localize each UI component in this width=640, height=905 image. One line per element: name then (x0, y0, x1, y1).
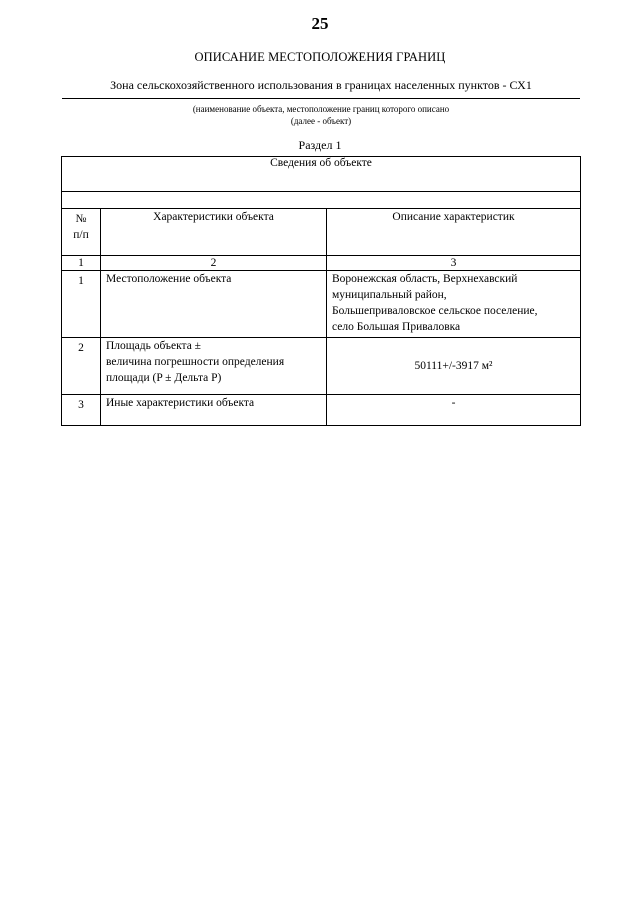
column-header-num (62, 209, 101, 256)
table-column-number-row (62, 256, 581, 271)
column-number-2: 2 (101, 256, 327, 271)
object-name: Зона сельскохозяйственного использования в границах населенных пунктов - СХ1 (110, 78, 532, 92)
column-number-3: 3 (327, 256, 581, 271)
row-description-line: Воронежская область, Верхнехавский (332, 273, 518, 285)
row-description-line: муниципальный район, (332, 289, 447, 301)
table-column-header-row (62, 209, 581, 256)
row-number: 3 (62, 395, 101, 426)
column-header-num-line1: № (75, 213, 87, 225)
row-characteristic-line: площади (P ± Дельта P) (106, 372, 222, 384)
row-description-line: село Большая Приваловка (332, 321, 461, 333)
column-header-description: Описание характеристик (327, 209, 581, 256)
table-title-row (62, 157, 581, 192)
section-title: Раздел 1 (298, 138, 342, 152)
row-characteristic: Иные характеристики объекта (101, 395, 327, 426)
table-row (62, 395, 581, 426)
row-description: 50111+/-3917 м² (327, 338, 581, 395)
row-description-line: Большеприваловское сельское поселение, (332, 305, 538, 317)
caption-line-2: (далее - объект) (290, 116, 352, 126)
table-spacer-row (62, 192, 581, 209)
row-description (327, 271, 581, 338)
table-title: Сведения об объекте (62, 157, 581, 192)
row-number: 1 (62, 271, 101, 338)
column-number-1: 1 (62, 256, 101, 271)
row-characteristic (101, 338, 327, 395)
row-number: 2 (62, 338, 101, 395)
table-row (62, 271, 581, 338)
caption-line-1: (наименование объекта, местоположение границ которого описано (192, 104, 450, 114)
column-header-characteristics: Характеристики объекта (101, 209, 327, 256)
row-characteristic-line: Площадь объекта ± (106, 340, 201, 352)
object-name-underline (62, 98, 580, 99)
table-row (62, 338, 581, 395)
page-number: 25 (311, 14, 329, 33)
table-spacer-cell (62, 192, 581, 209)
row-characteristic-line: величина погрешности определения (106, 356, 285, 368)
object-name-caption (62, 103, 580, 127)
row-characteristic: Местоположение объекта (101, 271, 327, 338)
column-header-num-line2: п/п (73, 229, 89, 241)
object-info-table (61, 156, 581, 426)
document-title: ОПИСАНИЕ МЕСТОПОЛОЖЕНИЯ ГРАНИЦ (194, 50, 446, 64)
row-description: - (327, 395, 581, 426)
